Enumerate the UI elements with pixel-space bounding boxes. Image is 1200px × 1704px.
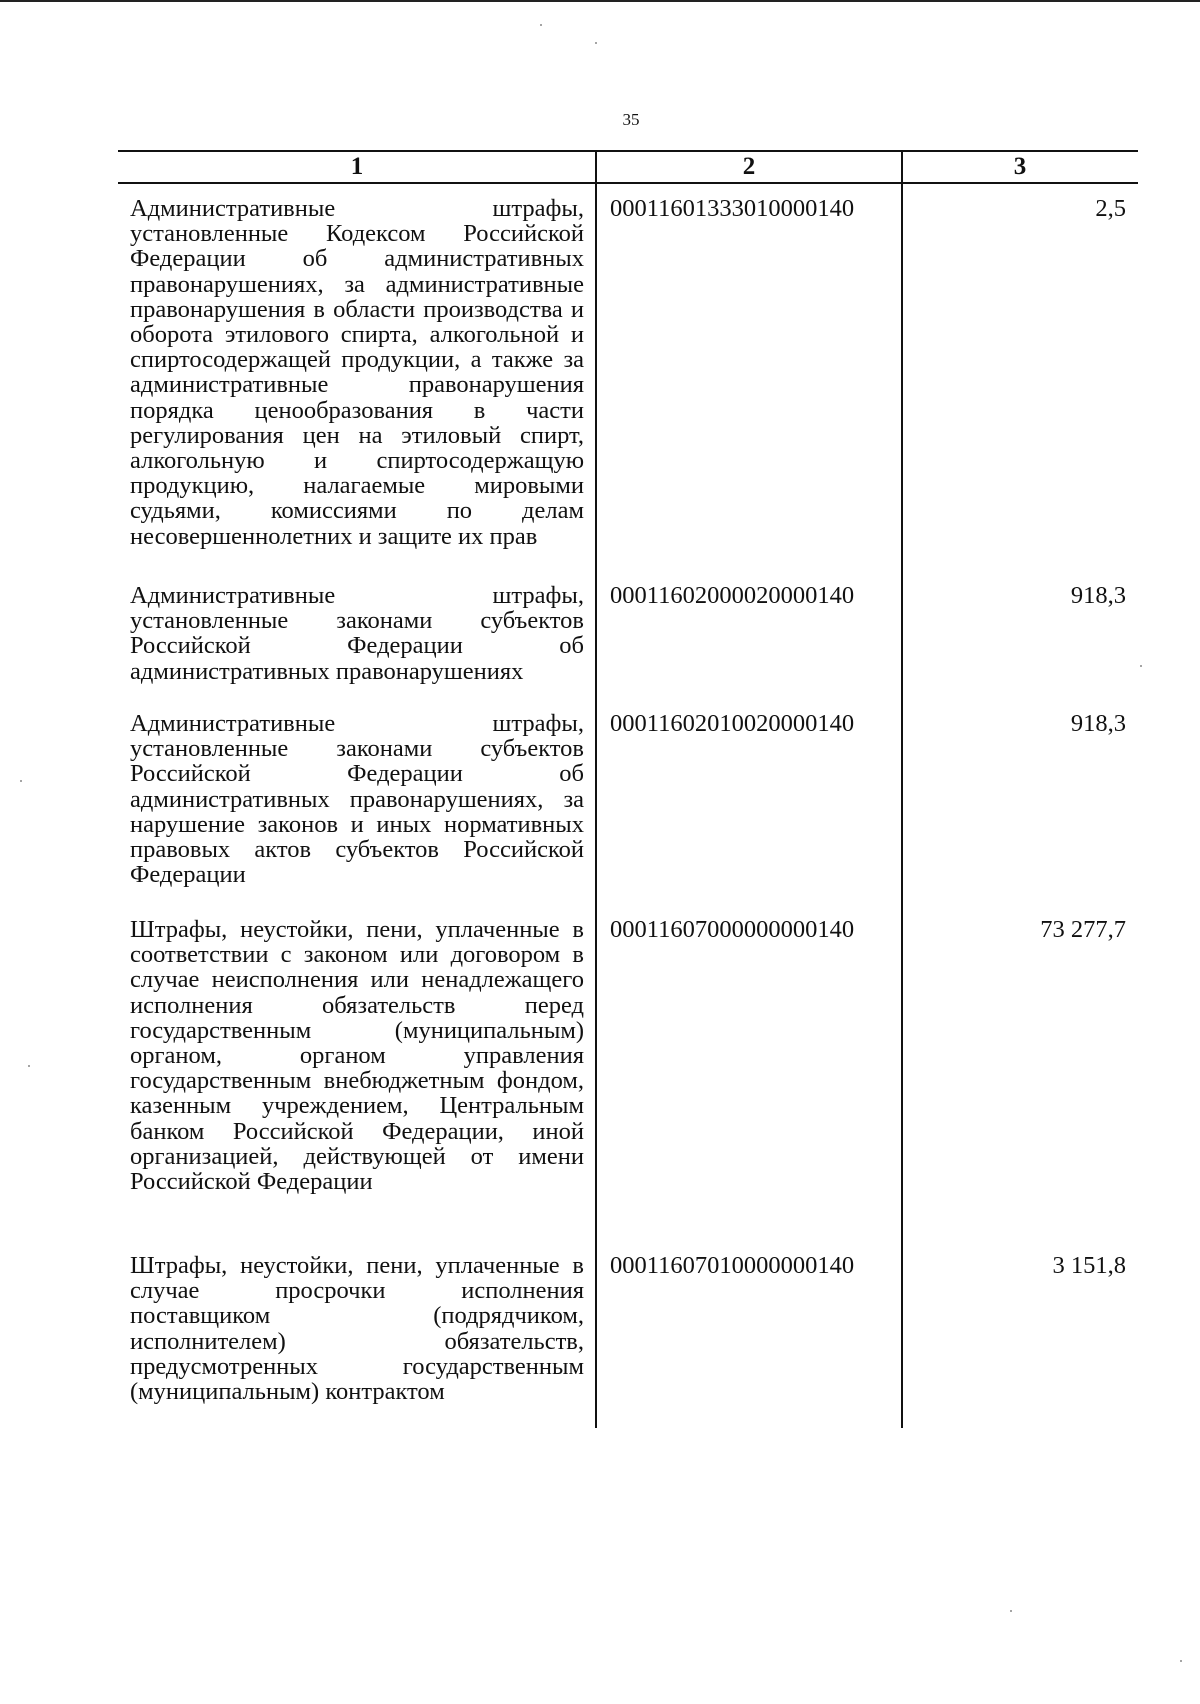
amount-cell: 2,5 [1095,195,1126,222]
scan-speck [1140,665,1142,667]
page-number: 35 [622,110,640,129]
amount-cell: 918,3 [1070,582,1126,609]
budget-code-cell: 00011602000020000140 [610,582,855,609]
column-header-1: 1 [350,153,364,180]
amount-cell: 3 151,8 [1052,1252,1126,1279]
budget-code-cell: 00011602010020000140 [610,710,855,737]
budget-revenue-table [118,150,1138,1406]
revenue-name-cell: Штрафы, неустойки, пени, уплаченные в соответствии с законом или договором в случае неисполнения или ненадлежащего исполнения обязательств перед государственным (муниципальным) органом, органом управления государственным внебюджетным фондом, казенным учреждением, Центральным банком Российской Федерации, иной организацией, действующей от имени Российской Федерации [130,916,584,1196]
table-header-row [118,150,1138,184]
revenue-name-cell: Административные штрафы, установленные законами субъектов Российской Федерации об административных правонарушениях [130,582,584,685]
scan-speck [20,780,22,782]
budget-code-cell: 00011607010000000140 [610,1252,855,1279]
scan-speck [540,24,542,26]
revenue-name-cell: Штрафы, неустойки, пени, уплаченные в случае просрочки исполнения поставщиком (подрядчиком, исполнителем) обязательств, предусмотренных государственным (муниципальным) контрактом [130,1252,584,1406]
top-border-line [0,0,1200,2]
table-row [118,710,1138,889]
scan-speck [28,1065,30,1067]
scan-speck [1010,1610,1012,1612]
scan-speck [595,42,597,44]
amount-cell: 73 277,7 [1040,916,1126,943]
column-header-3: 3 [1013,153,1027,180]
revenue-name-cell: Административные штрафы, установленные Кодексом Российской Федерации об административных правонарушениях, за административные правонарушения в области производства и оборота этилового спирта, алкогольной и спиртосодержащей продукции, а также за административные правонарушения порядка ценообразования в части регулирования цен на этиловый спирт, алкогольную и спиртосодержащую продукцию, налагаемые мировыми судьями, комиссиями по делам несовершеннолетних и защите их прав [130,195,584,550]
revenue-name-cell: Административные штрафы, установленные законами субъектов Российской Федерации об административных правонарушениях, за нарушение законов и иных нормативных правовых актов субъектов Российской Федерации [130,710,584,889]
table-row [118,917,1138,1237]
column-header-2: 2 [742,153,756,180]
table-row [118,583,1138,693]
budget-code-cell: 00011607000000000140 [610,916,855,943]
table-row [118,1253,1138,1423]
table-row [118,196,1138,556]
amount-cell: 918,3 [1070,710,1126,737]
budget-code-cell: 00011601333010000140 [610,195,855,222]
scan-speck [1180,1660,1182,1662]
